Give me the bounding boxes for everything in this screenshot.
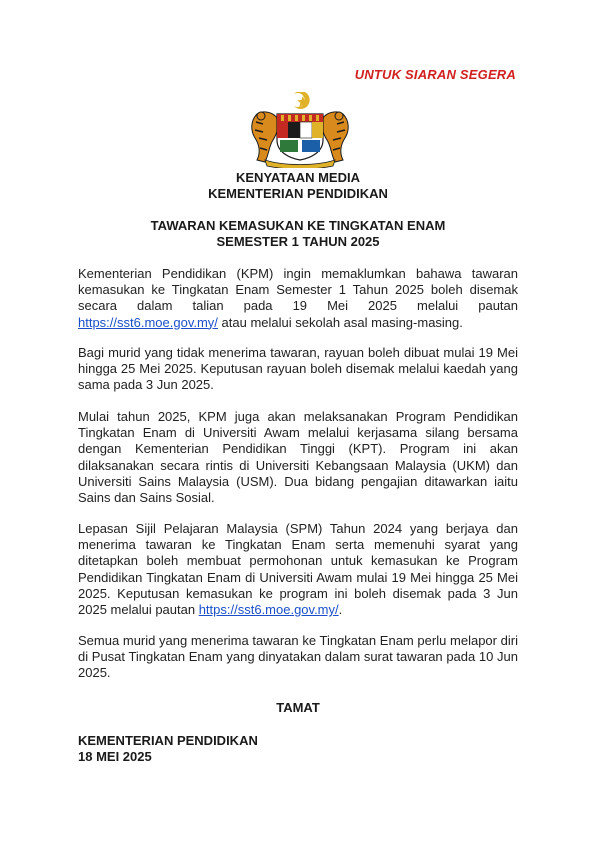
end-marker: TAMAT bbox=[276, 700, 320, 715]
release-title bbox=[0, 170, 596, 202]
paragraph-5: Semua murid yang menerima tawaran ke Tingkatan Enam perlu melapor diri di Pusat Tingkatan Enam yang dinyatakan dalam surat tawaran pada 10 Jun 2025. bbox=[78, 633, 518, 681]
signature-block bbox=[78, 733, 258, 765]
sst6-link-2[interactable]: https://sst6.moe.gov.my/ bbox=[198, 602, 339, 618]
title-line-2: KEMENTERIAN PENDIDIKAN bbox=[208, 186, 388, 201]
urgent-release-label: UNTUK SIARAN SEGERA bbox=[354, 67, 516, 82]
paragraph-3: Mulai tahun 2025, KPM juga akan melaksanakan Program Pendidikan Tingkatan Enam di Universiti Awam melalui kerjasama silang bersama dengan Kementerian Pendidikan Tinggi (KPT). Program ini akan dilaksanakan secara rintis di Universiti Kebangsaan Malaysia (UKM) dan Universiti Sains Malaysia (USM). Dua bidang pengajian ditawarkan iaitu Sains dan Sains Sosial. bbox=[78, 409, 518, 506]
paragraph-1 bbox=[78, 266, 518, 331]
subtitle-line-1: TAWARAN KEMASUKAN KE TINGKATAN ENAM bbox=[150, 218, 446, 233]
sst6-link[interactable]: https://sst6.moe.gov.my/ bbox=[78, 314, 218, 330]
paragraph-4-tail: . bbox=[338, 602, 343, 618]
paragraph-4 bbox=[78, 521, 518, 618]
paragraph-2: Bagi murid yang tidak menerima tawaran, rayuan boleh dibuat mulai 19 Mei hingga 25 Mei 2025. Keputusan rayuan boleh disemak melalui kaedah yang sama pada 3 Jun 2025. bbox=[78, 345, 518, 393]
subtitle-line-2: SEMESTER 1 TAHUN 2025 bbox=[216, 234, 380, 249]
paragraph-1-text: Kementerian Pendidikan (KPM) ingin memaklumkan bahawa tawaran kemasukan ke Tingkatan Enam Semester 1 Tahun 2025 boleh disemak secara dalam talian pada 19 Mei 2025 melalui pautan bbox=[78, 266, 518, 314]
paragraph-1-tail: atau melalui sekolah asal masing-masing. bbox=[217, 314, 463, 330]
signature-date: 18 MEI 2025 bbox=[78, 749, 152, 764]
release-subtitle bbox=[0, 218, 596, 250]
malaysia-coat-of-arms-icon bbox=[247, 92, 353, 168]
paragraph-4-text: Lepasan Sijil Pelajaran Malaysia (SPM) Tahun 2024 yang berjaya dan menerima tawaran ke Tingkatan Enam serta memenuhi syarat yang ditetapkan boleh membuat permohonan untuk kemasukan ke Program Pendidikan Tingkatan Enam di Universiti Awam mulai 19 Mei hingga 25 Mei 2025. Keputusan kemasukan ke program ini boleh disemak pada 3 Jun 2025 melalui pautan bbox=[78, 521, 518, 618]
title-line-1: KENYATAAN MEDIA bbox=[236, 170, 360, 185]
signature-org: KEMENTERIAN PENDIDIKAN bbox=[78, 733, 258, 748]
